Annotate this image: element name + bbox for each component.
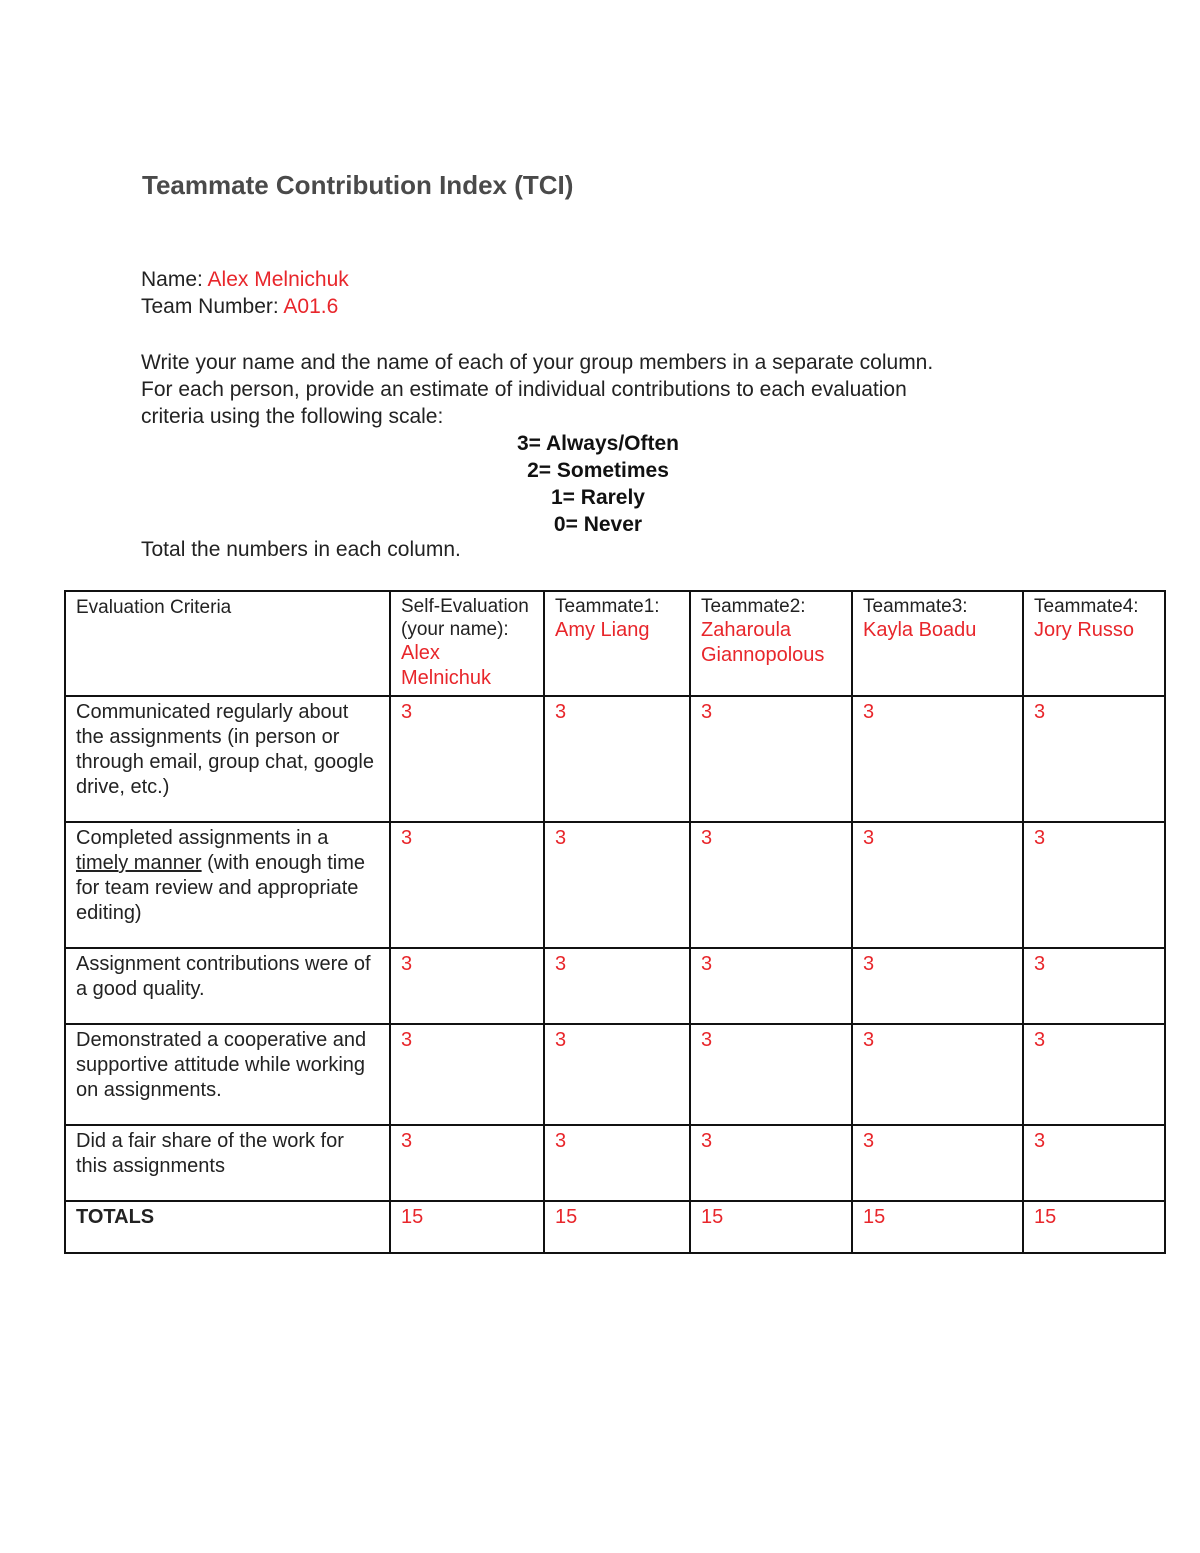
column-header xyxy=(1023,591,1165,696)
name-value: Alex Melnichuk xyxy=(207,268,349,291)
score-cell: 3 xyxy=(852,1125,1023,1201)
column-label: Teammate3: xyxy=(863,596,968,617)
column-label: Teammate1: xyxy=(555,596,660,617)
score-cell: 3 xyxy=(1023,948,1165,1024)
score-cell: 3 xyxy=(544,696,690,822)
table-row xyxy=(65,948,1165,1024)
name-label: Name: xyxy=(141,268,203,291)
column-name: Amy Liang xyxy=(555,619,650,641)
criteria-header: Evaluation Criteria xyxy=(65,591,390,696)
totals-row xyxy=(65,1201,1165,1253)
page-title: Teammate Contribution Index (TCI) xyxy=(142,170,574,200)
column-label: Teammate4: xyxy=(1034,596,1139,617)
team-label: Team Number: xyxy=(141,295,279,318)
score-cell: 3 xyxy=(690,948,852,1024)
criterion-cell: Assignment contributions were of a good quality. xyxy=(65,948,390,1024)
column-header xyxy=(690,591,852,696)
table-row xyxy=(65,696,1165,822)
score-cell: 3 xyxy=(544,1125,690,1201)
total-note: Total the numbers in each column. xyxy=(141,538,461,561)
score-cell: 3 xyxy=(544,1024,690,1125)
team-value: A01.6 xyxy=(283,295,339,318)
score-cell: 3 xyxy=(1023,696,1165,822)
criterion-cell: Demonstrated a cooperative and supportive attitude while working on assignments. xyxy=(65,1024,390,1125)
criterion-cell: Communicated regularly about the assignments (in person or through email, group chat, google drive, etc.) xyxy=(65,696,390,822)
criterion-underlined-text: timely manner xyxy=(76,852,202,874)
scale-item: 1= Rarely xyxy=(551,486,645,509)
column-name: Kayla Boadu xyxy=(863,619,977,641)
total-cell: 15 xyxy=(544,1201,690,1253)
score-cell: 3 xyxy=(390,696,544,822)
column-header xyxy=(852,591,1023,696)
table-row xyxy=(65,1125,1165,1201)
score-cell: 3 xyxy=(544,822,690,948)
team-line xyxy=(141,295,338,319)
score-cell: 3 xyxy=(544,948,690,1024)
table-row xyxy=(65,822,1165,948)
score-cell: 3 xyxy=(390,948,544,1024)
column-name: Alex Melnichuk xyxy=(401,642,492,689)
score-cell: 3 xyxy=(852,822,1023,948)
criterion-cell xyxy=(65,822,390,948)
score-cell: 3 xyxy=(1023,822,1165,948)
total-cell: 15 xyxy=(1023,1201,1165,1253)
criterion-text: (with enough time for team review and appropriate editing) xyxy=(76,852,366,924)
score-cell: 3 xyxy=(852,696,1023,822)
score-cell: 3 xyxy=(1023,1125,1165,1201)
column-label: Self-Evaluation (your name): xyxy=(401,596,529,640)
total-cell: 15 xyxy=(852,1201,1023,1253)
instructions-line: criteria using the following scale: xyxy=(141,405,444,428)
instructions-line: Write your name and the name of each of your group members in a separate column. xyxy=(141,351,934,374)
score-cell: 3 xyxy=(390,1125,544,1201)
criterion-text: Completed assignments in a xyxy=(76,827,329,849)
name-line xyxy=(141,268,349,292)
score-cell: 3 xyxy=(390,1024,544,1125)
score-cell: 3 xyxy=(690,822,852,948)
scale-item: 3= Always/Often xyxy=(516,432,680,455)
column-name: Jory Russo xyxy=(1034,619,1135,641)
score-cell: 3 xyxy=(1023,1024,1165,1125)
score-cell: 3 xyxy=(690,1125,852,1201)
score-cell: 3 xyxy=(390,822,544,948)
total-cell: 15 xyxy=(390,1201,544,1253)
score-cell: 3 xyxy=(852,948,1023,1024)
total-cell: 15 xyxy=(690,1201,852,1253)
totals-label: TOTALS xyxy=(65,1201,390,1253)
score-cell: 3 xyxy=(690,696,852,822)
evaluation-table xyxy=(64,590,1166,1254)
instructions xyxy=(141,349,1061,430)
score-cell: 3 xyxy=(690,1024,852,1125)
instructions-line: For each person, provide an estimate of individual contributions to each evaluation xyxy=(141,378,907,401)
score-cell: 3 xyxy=(852,1024,1023,1125)
rating-scale xyxy=(0,430,1196,538)
table-row xyxy=(65,1024,1165,1125)
scale-item: 2= Sometimes xyxy=(527,459,669,482)
criterion-cell: Did a fair share of the work for this assignments xyxy=(65,1125,390,1201)
column-name: Zaharoula Giannopolous xyxy=(701,619,825,666)
column-header xyxy=(544,591,690,696)
column-label: Teammate2: xyxy=(701,596,806,617)
column-header xyxy=(390,591,544,696)
scale-item: 0= Never xyxy=(553,513,643,536)
table-header-row xyxy=(65,591,1165,696)
